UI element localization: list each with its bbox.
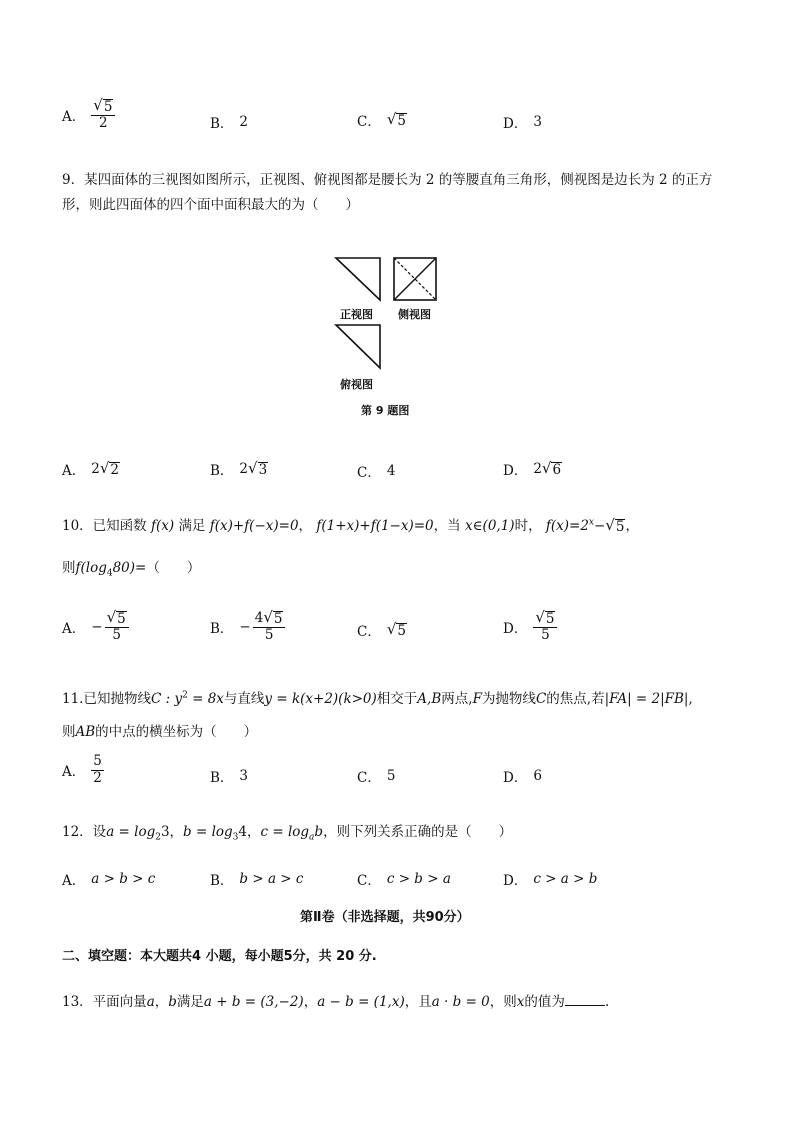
q10-line1n: ， — [625, 518, 639, 534]
q10-d-label: D． — [503, 620, 528, 637]
q8-c-rad: 5 — [397, 112, 406, 129]
q9-b-rad: 3 — [258, 461, 268, 478]
q13-t9: ，且 — [404, 994, 432, 1010]
q10-line2d: 80)= — [112, 560, 147, 576]
q11-line1e: 与直线 — [223, 691, 265, 707]
q13-t3: ， — [154, 994, 169, 1010]
q9-option-a: A． 2 √ 2 — [62, 458, 119, 479]
q13-t12: x — [516, 994, 525, 1010]
q12-line1d: 3 — [160, 824, 170, 840]
q13-t4: b — [168, 994, 177, 1010]
section-2-title: 第Ⅱ卷（非选择题，共90分） — [300, 910, 470, 925]
q12-c-label: C． — [357, 873, 381, 889]
q9-d-label: D． — [503, 463, 528, 479]
fig-label-side: 侧视图 — [398, 308, 431, 321]
q11-option-d — [503, 766, 542, 786]
q12-line1f: b = log — [183, 824, 233, 840]
q10-a-rad: 5 — [117, 611, 126, 627]
q11-line1m: 的焦点,若 — [546, 691, 605, 707]
q12-line1j: c = log — [260, 824, 310, 840]
q10-line1g: ，当 — [433, 518, 461, 534]
q9-option-b: B． 2 √ 3 — [210, 458, 268, 479]
q13-t2: a — [146, 994, 155, 1010]
q9-line-2: 形，则此四面体的四个面中面积最大的为（ ） — [62, 197, 359, 213]
q10-line1h: x∈(0,1) — [464, 518, 515, 534]
q10-a-sign: − — [91, 618, 103, 635]
q8-c-label: C． — [357, 114, 381, 130]
q8-d-label: D． — [503, 116, 528, 132]
q10-line2a: 则 — [62, 560, 76, 576]
q13-t6: a + b = (3,−2) — [203, 994, 304, 1010]
q11-d-label: D． — [503, 770, 528, 786]
q12-line1a: 12．设 — [62, 824, 107, 840]
q11-line1k: 为抛物线 — [481, 691, 536, 707]
q13-t10: a · b = 0 — [431, 994, 490, 1010]
q12-a-label: A． — [62, 873, 86, 889]
q10-b-label: B． — [210, 620, 234, 637]
q11-option-c — [357, 766, 395, 786]
q10-a-den: 5 — [112, 626, 121, 643]
q10-line1j: f(x)=2 — [545, 518, 589, 534]
q11-line1c: 2 — [182, 690, 188, 701]
q9-b-coef: 2 — [239, 461, 249, 477]
q12-option-c — [357, 869, 451, 889]
q10-c-label: C． — [357, 624, 381, 640]
q10-line-1: 10．已知函数 f(x) 满足 f(x)+f(−x)=0， f(1+x)+f(1−x)=0，当 x∈(0,1)时， $f(x)=2^x-$ √ 5 ， — [62, 516, 639, 535]
q9-d-rad: 6 — [552, 461, 562, 478]
q11-line2a: 则 — [62, 724, 76, 740]
q8-b-val: 2 — [239, 114, 249, 130]
q13-t5: 满足 — [176, 994, 204, 1010]
q12-line1b: a = log — [106, 824, 156, 840]
q10-line2b: f(log — [75, 560, 107, 576]
q8-option-a — [62, 98, 115, 131]
q13-t8: a − b = (1,x) — [317, 994, 405, 1010]
q11-option-a — [62, 754, 104, 786]
q12-a-val: a > b > c — [91, 871, 156, 887]
q10-line1a: 10．已知函数 — [62, 518, 147, 534]
q10-d-den: 5 — [541, 626, 550, 643]
q8-a-fraction: √ 5 2 — [91, 98, 115, 131]
q9-d-coef: 2 — [533, 461, 542, 477]
fig-label-front: 正视图 — [340, 308, 373, 321]
q10-option-a: A． − √ 5 5 — [62, 610, 129, 643]
q11-line2c: 的中点的横坐标为（ ） — [95, 724, 258, 740]
section-2-heading: 二、填空题：本大题共4 小题，每小题5分，共 20 分. — [62, 949, 377, 964]
q9-line-1: 9．某四面体的三视图如图所示，正视图、俯视图都是腰长为 2 的等腰直角三角形，侧视图是边长为 2 的正方 — [62, 172, 713, 188]
q13-t7: ， — [303, 994, 318, 1010]
q10-b-coef: 4 — [254, 610, 264, 626]
q12-line1m: ，则下列关系正确的是（ ） — [323, 824, 513, 840]
q9-c-label: C． — [357, 465, 381, 481]
q10-a-label: A． — [62, 620, 86, 637]
q13-t13: 的值为 — [524, 994, 565, 1010]
q12-b-val: b > a > c — [239, 871, 304, 887]
q9-a-rad: 2 — [110, 461, 119, 478]
q10-b-sign: − — [239, 618, 251, 635]
q10-option-c: C． √ 5 — [357, 619, 406, 640]
q11-b-label: B． — [210, 770, 234, 786]
q12-d-label: D． — [503, 873, 528, 889]
q10-d-rad: 5 — [545, 611, 555, 627]
q10-b-den: 5 — [264, 626, 274, 643]
q12-option-d — [503, 869, 597, 889]
q10-line1d: f(x)+f(−x)=0 — [209, 518, 299, 534]
q11-line-2 — [62, 720, 257, 740]
q11-c-val: 5 — [386, 768, 396, 784]
q9-option-c — [357, 461, 395, 481]
q8-d-val: 3 — [533, 114, 542, 130]
q12-c-val: c > b > a — [386, 871, 451, 887]
fig-caption: 第 9 题图 — [361, 404, 410, 417]
q10-line1m: 5 — [615, 519, 625, 535]
q13-line — [62, 990, 609, 1010]
q12-line1i: ， — [247, 824, 261, 840]
q11-d-val: 6 — [533, 768, 542, 784]
q10-line1f: f(1+x)+f(1−x)=0 — [316, 518, 434, 534]
q11-a-den: 2 — [93, 769, 102, 786]
q12-line1h: 4 — [238, 824, 247, 840]
q10-line1k: x — [588, 517, 594, 528]
q12-line1e: ， — [169, 824, 184, 840]
q9-three-view-figure — [330, 250, 450, 420]
q12-line1g: 3 — [232, 832, 239, 843]
q11-line1h: A,B — [417, 691, 442, 707]
q8-a-rad: 5 — [103, 99, 113, 115]
q8-option-c: C． √ 5 — [357, 109, 406, 130]
q11-a-num: 5 — [93, 753, 102, 769]
q10-b-rad: 5 — [273, 611, 283, 627]
q12-d-val: c > a > b — [533, 871, 598, 887]
q8-option-d — [503, 112, 542, 132]
q11-line1o: , — [688, 691, 693, 707]
q11-line1l: C — [535, 691, 547, 707]
front-view-triangle — [336, 258, 380, 300]
q9-c-val: 4 — [386, 463, 396, 479]
q12-line-1 — [62, 820, 512, 843]
q10-c-rad: 5 — [397, 622, 406, 639]
q13-answer-blank[interactable] — [565, 993, 605, 1006]
q9-b-label: B． — [210, 463, 234, 479]
q9-option-d: D． 2 √ 6 — [503, 458, 562, 479]
q10-line1l: − — [594, 518, 606, 534]
q10-option-b: B． − 4 √ 5 5 — [210, 610, 285, 643]
q13-t11: ，则 — [489, 994, 517, 1010]
q10-line2c: 4 — [106, 568, 113, 579]
q11-line2b: AB — [75, 724, 96, 740]
top-view-triangle — [336, 325, 380, 368]
q10-line1e: ， — [298, 518, 313, 534]
q8-a-label: A． — [62, 108, 86, 125]
q12-b-label: B． — [210, 873, 234, 889]
q12-option-a — [62, 869, 155, 889]
fig-label-top: 俯视图 — [340, 378, 373, 391]
q12-line1k: a — [309, 832, 315, 843]
q11-b-val: 3 — [239, 768, 249, 784]
q11-option-b — [210, 766, 248, 786]
q11-line1f: y = k(x+2)(k>0) — [264, 691, 377, 707]
q13-t14: . — [604, 994, 610, 1010]
q11-c-label: C． — [357, 770, 381, 786]
q8-option-b — [210, 112, 248, 132]
q9-a-coef: 2 — [91, 461, 100, 477]
q11-line1n: |FA| = 2|FB| — [604, 691, 689, 707]
q8-b-label: B． — [210, 116, 234, 132]
q11-a-label: A． — [62, 764, 86, 781]
q12-line1c: 2 — [155, 832, 161, 843]
q12-line1l: b — [314, 824, 324, 840]
q11-line-1 — [62, 687, 693, 707]
q10-line2e: （ ） — [146, 560, 201, 576]
q11-line1b: C : y — [150, 691, 183, 707]
q10-line1c: 满足 — [178, 518, 206, 534]
q11-line1j: F — [472, 691, 482, 707]
q10-line1b: f(x) — [150, 518, 175, 534]
q10-option-d: D． √ 5 5 — [503, 610, 557, 643]
q11-line1i: 两点, — [441, 691, 473, 707]
q13-t1: 13．平面向量 — [62, 994, 147, 1010]
q11-line1a: 11.已知抛物线 — [62, 691, 151, 707]
q10-line-2 — [62, 556, 200, 579]
q10-line1i: 时， — [514, 518, 542, 534]
q11-line1d: = 8x — [187, 691, 224, 707]
q11-line1g: 相交于 — [376, 691, 418, 707]
q12-option-b — [210, 869, 303, 889]
q8-a-den: 2 — [99, 114, 108, 131]
q9-a-label: A． — [62, 463, 86, 479]
